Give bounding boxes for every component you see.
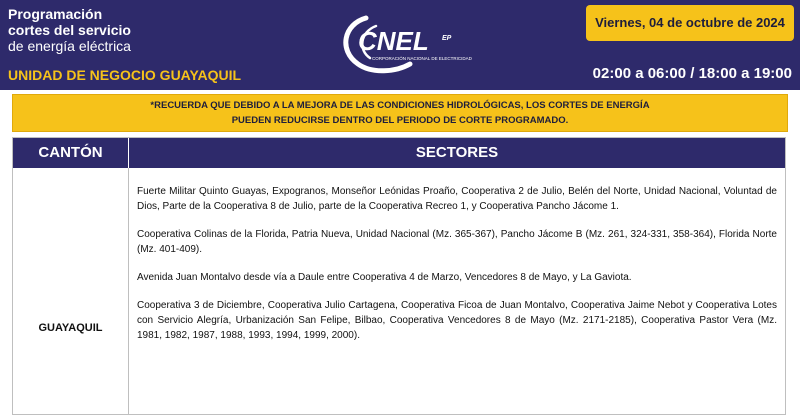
notice-banner <box>12 94 788 132</box>
page-title <box>8 6 131 54</box>
header-band <box>0 0 800 90</box>
date-text: Viernes, 04 de octubre de 2024 <box>595 15 785 30</box>
outage-table <box>12 137 786 415</box>
notice-line-2: PUEDEN REDUCIRSE DENTRO DEL PERIODO DE CORTE PROGRAMADO. <box>231 115 569 126</box>
sectores-cell <box>129 168 785 414</box>
sector-paragraph: Cooperativa 3 de Diciembre, Cooperativa Julio Cartagena, Cooperativa Ficoa de Juan Montalvo, Cooperativa Jaime Nebot y Cooperativa Lotes con Servicio Alegría, Urbanización San Felipe, Bilbao, Cooperativa Vencedores 8 de Mayo (Mz. 2171-2185), Cooperativa Pastor Vera (Mz. 1981, 1982, 1987, 1988, 1993, 1994, 1999, 2000). <box>137 300 777 341</box>
table-header <box>13 138 785 168</box>
sector-paragraph: Fuerte Militar Quinto Guayas, Expogranos, Monseñor Leónidas Proaño, Cooperativa 2 de Julio, Belén del Norte, Unidad Nacional, Voluntad de Dios, Parte de la Cooperativa 8 de Julio, parte de la Cooperativa Recreo 1, y Cooperativa Pancho Jácome 1. <box>137 186 777 212</box>
canton-name: GUAYAQUIL <box>38 322 103 334</box>
business-unit-label: UNIDAD DE NEGOCIO GUAYAQUIL <box>8 67 242 83</box>
header-sectores: SECTORES <box>415 144 499 161</box>
logo-text: CNEL <box>358 26 429 56</box>
title-line-1: Programación <box>8 6 103 22</box>
logo-subtitle: CORPORACIÓN NACIONAL DE ELECTRICIDAD <box>372 56 472 61</box>
notice-line-1: *RECUERDA QUE DEBIDO A LA MEJORA DE LAS CONDICIONES HIDROLÓGICAS, LOS CORTES DE ENERGÍA <box>150 100 650 111</box>
logo-suffix: EP <box>442 35 452 42</box>
date-badge <box>586 5 794 41</box>
sector-paragraph: Avenida Juan Montalvo desde vía a Daule entre Cooperativa 4 de Marzo, Vencedores 8 de Mayo, y La Gaviota. <box>137 272 632 283</box>
sector-paragraph: Cooperativa Colinas de la Florida, Patria Nueva, Unidad Nacional (Mz. 365-367), Pancho Jácome B (Mz. 261, 324-331, 358-364), Florida Norte (Mz. 401-409). <box>137 229 777 255</box>
time-ranges: 02:00 a 06:00 / 18:00 a 19:00 <box>592 65 792 82</box>
title-line-3: de energía eléctrica <box>8 38 131 54</box>
cnel-logo <box>336 10 486 76</box>
header-canton: CANTÓN <box>13 138 129 168</box>
title-line-2: cortes del servicio <box>8 22 131 38</box>
canton-cell <box>13 168 129 414</box>
